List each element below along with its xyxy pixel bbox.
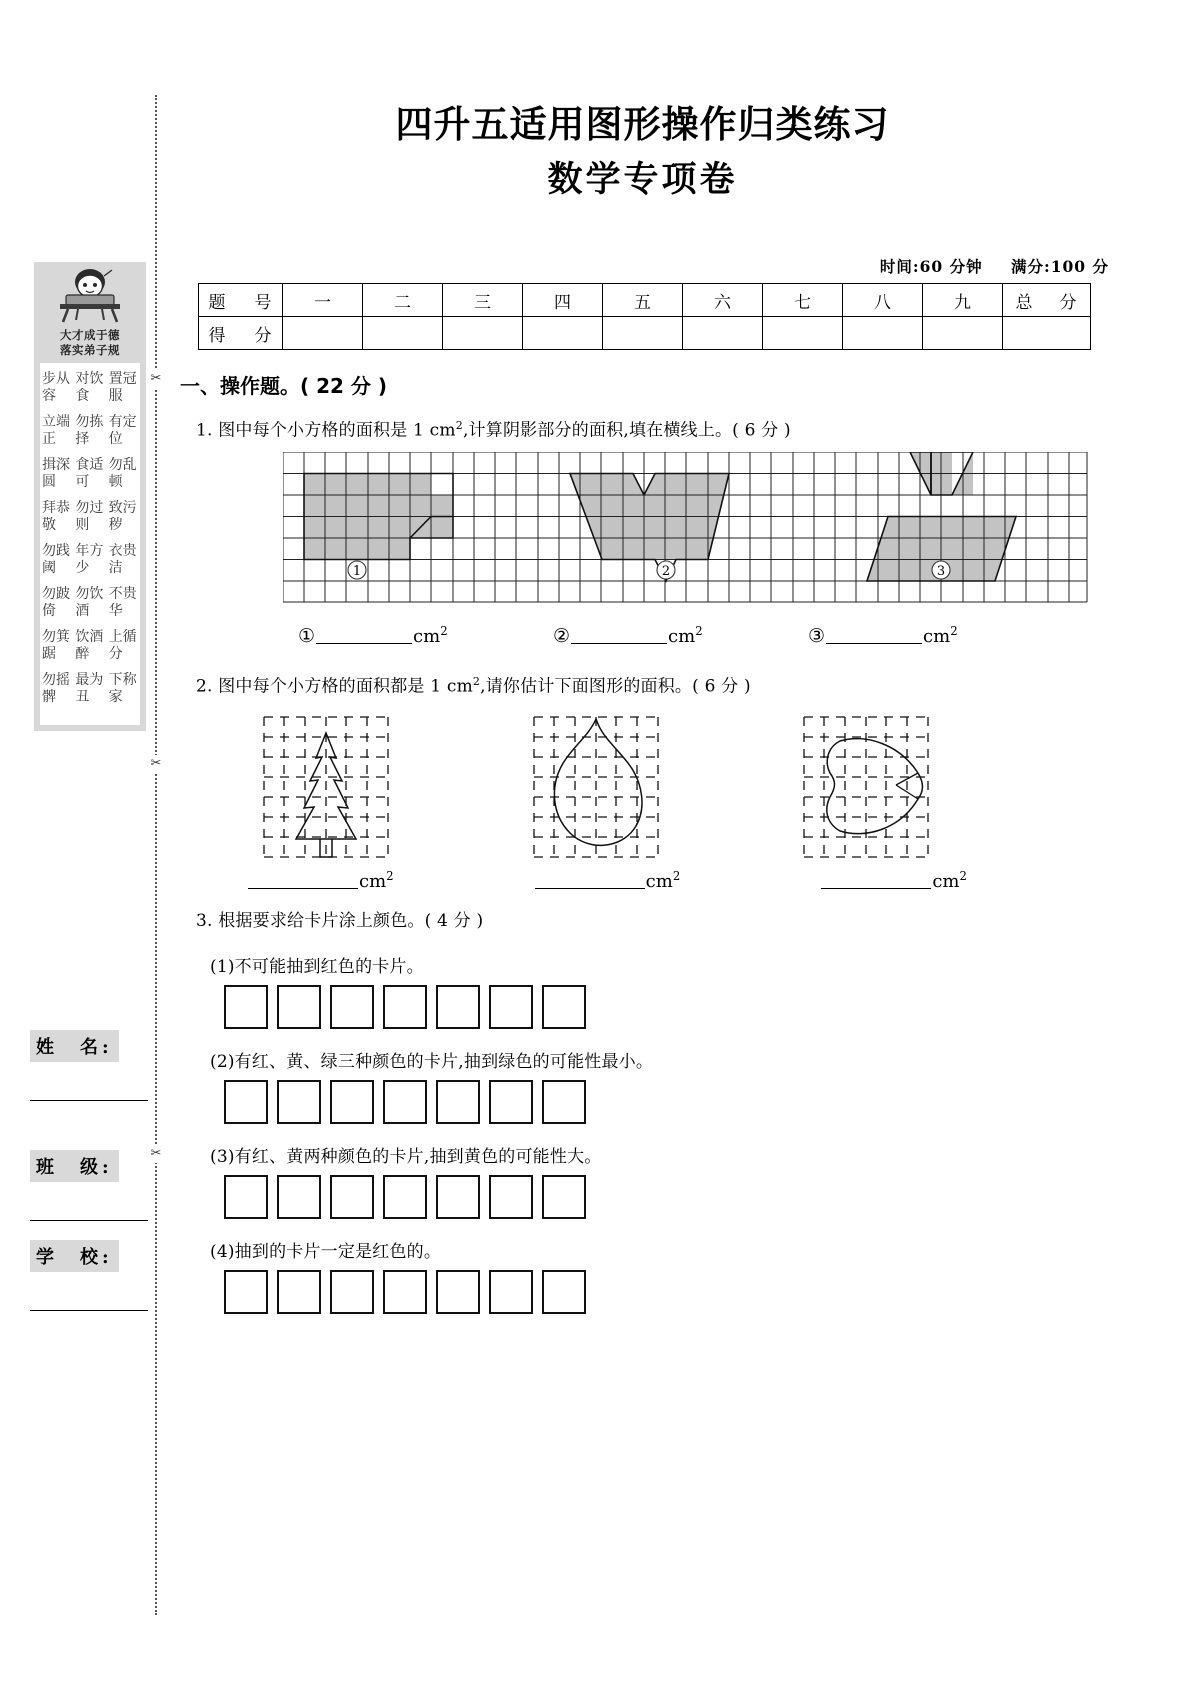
card-box[interactable] [277, 1080, 321, 1124]
card-box[interactable] [489, 1175, 533, 1219]
card-box[interactable] [542, 1080, 586, 1124]
q2-answer-blank-3[interactable] [821, 869, 1108, 892]
verse-item [75, 629, 104, 663]
answer-unit-1: cm [413, 625, 441, 647]
grid-label-1: 1 [352, 563, 362, 579]
verse-item [75, 500, 104, 534]
scissors-icon-middle: ✂ [146, 755, 166, 773]
card-box[interactable] [224, 1175, 268, 1219]
verse-text: 勿饮酒 [75, 586, 104, 619]
section-title-operations: 一、操作题。( 22 分 ) [180, 374, 388, 398]
card-box[interactable] [277, 1270, 321, 1314]
verse-text: 揖深圆 [42, 457, 70, 490]
question-2-answer-blanks [248, 869, 1108, 892]
answer-mark-3: ③ [808, 624, 826, 647]
grid-label-3: 3 [936, 563, 946, 579]
verse-item [109, 457, 138, 491]
verse-item [42, 500, 71, 534]
verse-item [75, 672, 104, 706]
col-3: 三 [443, 284, 523, 317]
score-cell-4[interactable] [523, 317, 603, 350]
card-box[interactable] [542, 985, 586, 1029]
q2-answer-sup-3: 2 [959, 869, 967, 884]
verse-item [42, 543, 71, 577]
verse-item [42, 414, 71, 448]
q2-answer-sup-2: 2 [672, 869, 681, 884]
peach-shape [526, 711, 666, 861]
verse-item [75, 586, 104, 620]
q3-card-row-4 [224, 1270, 1108, 1314]
motto-line-2: 落实弟子规 [60, 343, 120, 357]
verse-text: 衣贵洁 [108, 543, 137, 576]
verse-text: 最为丑 [75, 672, 104, 705]
field-school-rule[interactable] [30, 1310, 148, 1311]
col-4: 四 [523, 284, 603, 317]
full-score-label: 满分:100 分 [1011, 257, 1109, 276]
answer-rule-1[interactable] [316, 643, 412, 644]
score-cell-9[interactable] [923, 317, 1003, 350]
answer-unit-3: cm [923, 625, 951, 647]
q3-card-row-3 [224, 1175, 1108, 1219]
verse-item [42, 586, 71, 620]
verse-text: 步从容 [42, 371, 70, 404]
verse-item [109, 414, 138, 448]
col-9: 九 [923, 284, 1003, 317]
verse-item [42, 672, 71, 706]
time-limit-label: 时间:60 分钟 [879, 257, 983, 276]
answer-blank-3[interactable] [808, 624, 1063, 647]
q1-superscript: 2 [455, 419, 463, 432]
answer-mark-1: ① [298, 624, 316, 647]
q2-answer-unit-1: cm [359, 871, 387, 893]
motto-line-1: 大才成于德 [60, 328, 120, 342]
verse-text: 勿箕踞 [42, 629, 70, 662]
worksheet-body [178, 370, 1108, 1314]
card-box[interactable] [436, 1270, 480, 1314]
verse-text: 不贵华 [108, 586, 137, 619]
q2-answer-unit-2: cm [645, 871, 673, 893]
question-1-grid-figure [283, 452, 1108, 608]
q2-answer-blank-1[interactable] [248, 869, 535, 892]
verse-block [40, 363, 140, 725]
page-title-block [175, 100, 1110, 206]
q3-card-row-2 [224, 1080, 1108, 1124]
answer-rule-3[interactable] [826, 643, 922, 644]
verse-item [42, 629, 71, 663]
verse-item [75, 457, 104, 491]
answer-unit-sup-2: 2 [695, 623, 703, 638]
verse-text: 勿跛倚 [42, 586, 70, 619]
page-subtitle: 数学专项卷 [547, 160, 738, 200]
card-box[interactable] [489, 1270, 533, 1314]
card-box[interactable] [330, 985, 374, 1029]
q2-answer-rule-1[interactable] [248, 888, 358, 889]
answer-blank-1[interactable] [298, 624, 553, 647]
q2-answer-rule-3[interactable] [821, 888, 931, 889]
verse-text: 有定位 [108, 414, 137, 447]
verse-item [75, 543, 104, 577]
q1-text-before: 1. 图中每个小方格的面积是 1 cm [196, 420, 456, 441]
card-box[interactable] [489, 985, 533, 1029]
q3-item-1-label: (1)不可能抽到红色的卡片。 [210, 957, 424, 978]
field-name-rule[interactable] [30, 1100, 148, 1101]
answer-rule-2[interactable] [571, 643, 667, 644]
col-5: 五 [603, 284, 683, 317]
verse-column-3 [42, 371, 71, 715]
card-box[interactable] [383, 1175, 427, 1219]
col-8: 八 [843, 284, 923, 317]
field-name-label: 姓 名: [30, 1030, 119, 1062]
verse-text: 拜恭敬 [42, 500, 70, 533]
verse-item [75, 414, 104, 448]
verse-text: 勿乱顿 [108, 457, 137, 490]
card-box[interactable] [489, 1080, 533, 1124]
question-1-text [196, 413, 1108, 444]
q2-text-after: ,请你估计下面图形的面积。( 6 分 ) [480, 676, 751, 697]
sidebar-motto-card [34, 262, 146, 731]
field-school-label: 学 校: [30, 1240, 119, 1272]
verse-item [109, 500, 138, 534]
verse-text: 食适可 [75, 457, 104, 490]
answer-unit-sup-1: 2 [440, 623, 448, 638]
verse-text: 对饮食 [75, 371, 104, 404]
table-row-scores [199, 317, 1091, 350]
verse-item [75, 371, 104, 405]
verse-text: 置冠服 [108, 371, 137, 404]
score-cell-total[interactable] [1003, 317, 1091, 350]
card-box[interactable] [436, 1175, 480, 1219]
scissors-icon-top: ✂ [146, 370, 166, 388]
card-box[interactable] [224, 1270, 268, 1314]
card-box[interactable] [383, 1270, 427, 1314]
row-label-score: 得 分 [199, 317, 283, 350]
field-class[interactable] [30, 1150, 150, 1221]
verse-item [109, 629, 138, 663]
card-box[interactable] [383, 1080, 427, 1124]
shaded-area-grid [283, 452, 1088, 604]
score-cell-5[interactable] [603, 317, 683, 350]
exam-meta [858, 255, 1109, 277]
score-cell-7[interactable] [763, 317, 843, 350]
verse-text: 年方少 [75, 543, 104, 576]
verse-text: 上循分 [108, 629, 137, 662]
grid-label-2: 2 [661, 563, 671, 579]
card-box[interactable] [383, 985, 427, 1029]
col-2: 二 [363, 284, 443, 317]
scissors-icon-bottom: ✂ [146, 1145, 166, 1163]
verse-column-2 [75, 371, 104, 715]
verse-item [42, 457, 71, 491]
pine-tree-shape [256, 711, 396, 861]
verse-item [109, 371, 138, 405]
score-cell-2[interactable] [363, 317, 443, 350]
card-box[interactable] [224, 985, 268, 1029]
q3-item-2-label: (2)有红、黄、绿三种颜色的卡片,抽到绿色的可能性最小。 [210, 1052, 654, 1073]
card-box[interactable] [224, 1080, 268, 1124]
verse-text: 立端正 [42, 414, 70, 447]
score-cell-3[interactable] [443, 317, 523, 350]
verse-item [109, 672, 138, 706]
verse-item [42, 371, 71, 405]
q2-answer-blank-2[interactable] [535, 869, 822, 892]
col-6: 六 [683, 284, 763, 317]
answer-mark-2: ② [553, 624, 571, 647]
score-cell-8[interactable] [843, 317, 923, 350]
card-box[interactable] [330, 1270, 374, 1314]
card-box[interactable] [436, 1080, 480, 1124]
card-box[interactable] [277, 985, 321, 1029]
verse-text: 饮酒醉 [75, 629, 104, 662]
card-box[interactable] [330, 1175, 374, 1219]
card-box[interactable] [542, 1270, 586, 1314]
score-table [198, 283, 1091, 350]
card-box[interactable] [436, 985, 480, 1029]
field-class-label: 班 级: [30, 1150, 119, 1182]
row-label-question-no: 题 号 [199, 284, 283, 317]
question-1-answer-blanks [298, 624, 1108, 647]
q1-text-after: ,计算阴影部分的面积,填在横线上。( 6 分 ) [462, 420, 791, 441]
page-title: 四升五适用图形操作归类练习 [395, 103, 890, 146]
answer-blank-2[interactable] [553, 624, 808, 647]
q2-text-before: 2. 图中每个小方格的面积都是 1 cm [196, 676, 473, 697]
q3-item-3-label: (3)有红、黄两种颜色的卡片,抽到黄色的可能性大。 [210, 1147, 602, 1168]
card-box[interactable] [277, 1175, 321, 1219]
question-3-title: 3. 根据要求给卡片涂上颜色。( 4 分 ) [196, 911, 484, 932]
q2-answer-sup-1: 2 [386, 869, 394, 884]
verse-text: 下称家 [108, 672, 137, 705]
col-1: 一 [283, 284, 363, 317]
field-class-rule[interactable] [30, 1220, 148, 1221]
verse-column-1 [109, 371, 138, 715]
verse-text: 勿拣择 [75, 414, 104, 447]
table-row-headers [199, 284, 1091, 317]
student-mascot-icon [34, 266, 146, 328]
q2-answer-unit-3: cm [932, 871, 960, 893]
field-school[interactable] [30, 1240, 150, 1311]
col-7: 七 [763, 284, 843, 317]
score-cell-6[interactable] [683, 317, 763, 350]
field-name[interactable] [30, 1030, 150, 1101]
col-total: 总 分 [1003, 284, 1091, 317]
verse-item [109, 586, 138, 620]
answer-unit-sup-3: 2 [950, 623, 958, 638]
q3-item-4-label: (4)抽到的卡片一定是红色的。 [210, 1242, 442, 1263]
card-box[interactable] [330, 1080, 374, 1124]
q3-card-row-1 [224, 985, 1108, 1029]
verse-text: 勿践阈 [42, 543, 70, 576]
verse-text: 勿摇髀 [42, 672, 70, 705]
leaf-shape [796, 711, 936, 861]
verse-text: 勿过则 [75, 500, 104, 533]
q2-answer-rule-2[interactable] [535, 888, 645, 889]
question-2-shape-figures [256, 711, 1108, 861]
answer-unit-2: cm [668, 625, 696, 647]
verse-item [109, 543, 138, 577]
score-cell-1[interactable] [283, 317, 363, 350]
q2-superscript: 2 [472, 674, 481, 688]
verse-text: 致污秽 [108, 500, 137, 533]
card-box[interactable] [542, 1175, 586, 1219]
fold-dotted-line [155, 95, 157, 1615]
question-2-text [196, 669, 1108, 700]
